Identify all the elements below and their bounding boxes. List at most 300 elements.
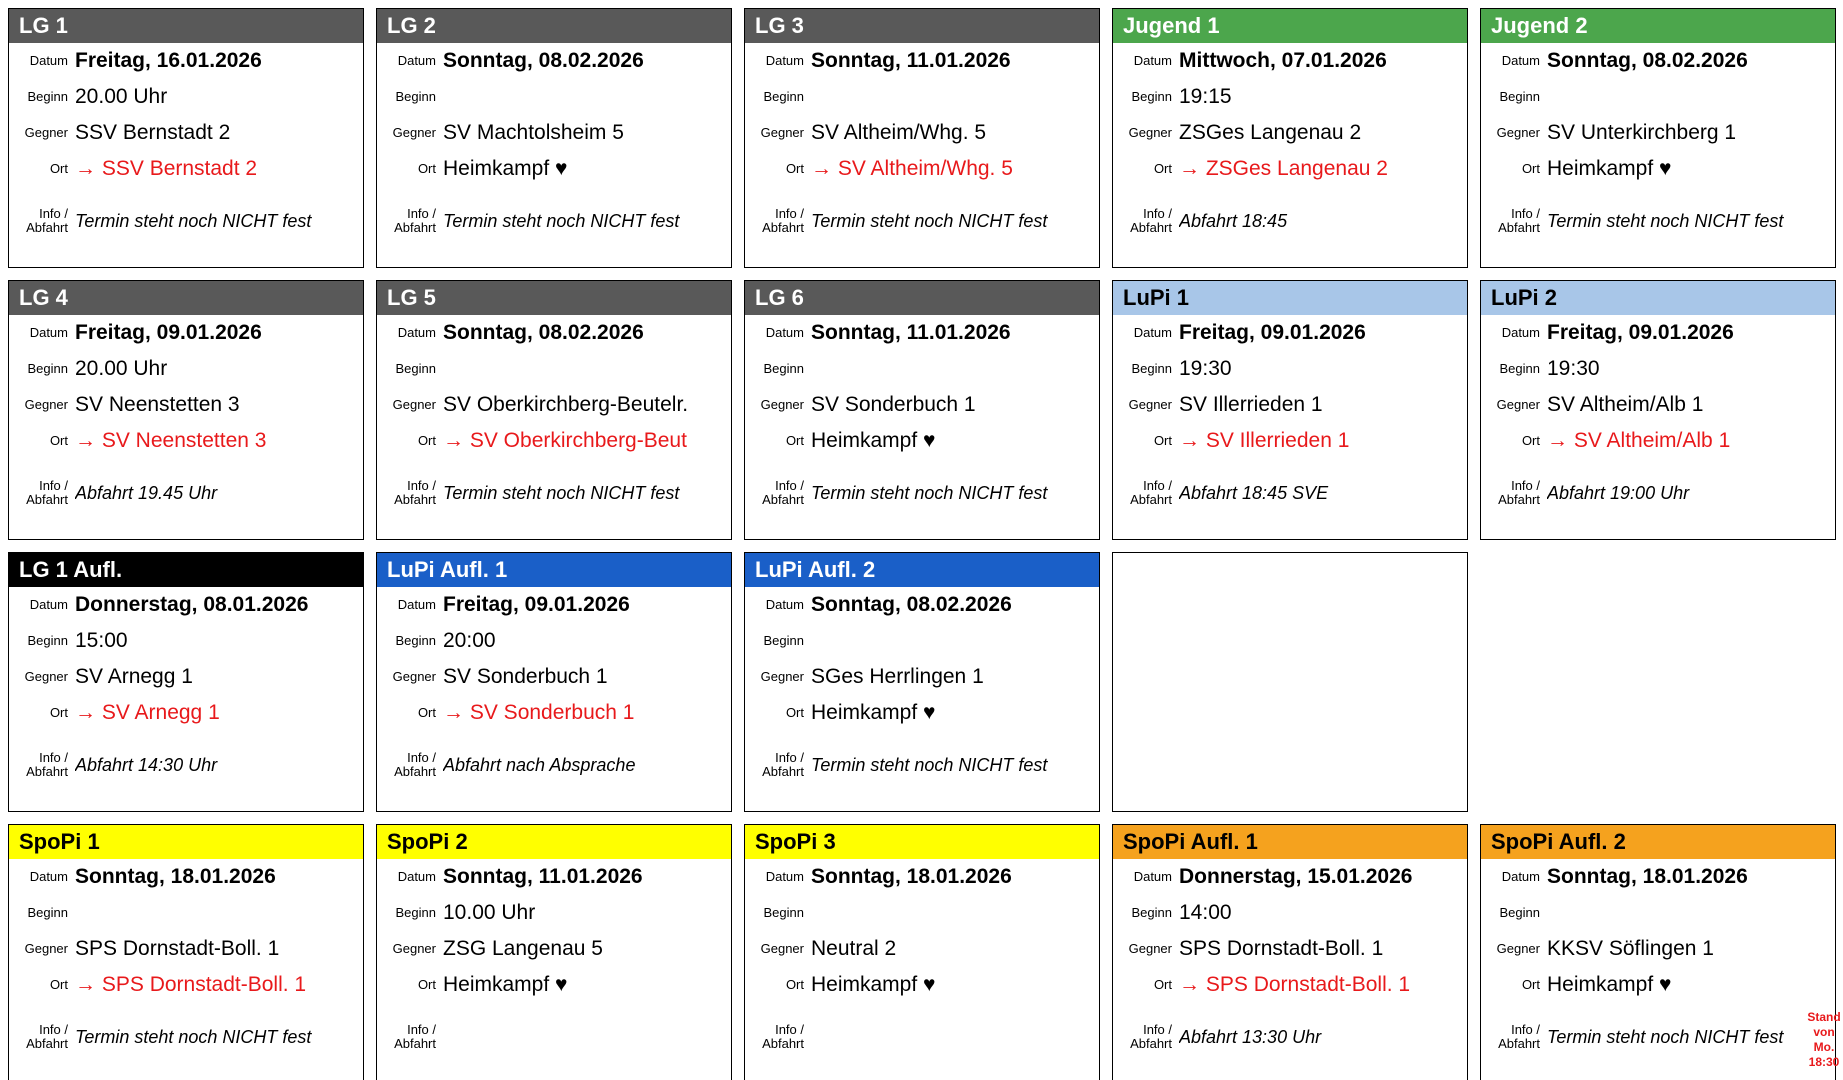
match-location: Heimkampf ♥: [811, 429, 936, 452]
match-date: Sonntag, 11.01.2026: [811, 321, 1011, 344]
gegner-label: Gegner: [1496, 397, 1540, 413]
ort-label: Ort: [785, 433, 804, 449]
match-date: Donnerstag, 08.01.2026: [75, 593, 309, 616]
info-abfahrt-row: [9, 197, 363, 245]
datum-row: [1481, 315, 1835, 351]
match-card-rows: [377, 43, 731, 267]
gegner-label: Gegner: [392, 669, 436, 685]
ort-row: [1113, 151, 1467, 187]
beginn-row: [1481, 351, 1835, 387]
beginn-label: Beginn: [1499, 89, 1540, 105]
match-date: Freitag, 09.01.2026: [75, 321, 262, 344]
match-card[interactable]: [1480, 8, 1836, 268]
match-date: Sonntag, 08.02.2026: [1547, 49, 1748, 72]
row-spacer: [745, 731, 1099, 741]
beginn-row: [745, 623, 1099, 659]
ort-row: [1113, 423, 1467, 459]
datum-label: Datum: [765, 869, 804, 885]
stand-line-3: Mo.: [1813, 1040, 1835, 1054]
info-abfahrt-label: Info / Abfahrt: [394, 750, 436, 779]
ort-label: Ort: [417, 705, 436, 721]
match-card-title: LG 3: [745, 9, 1099, 43]
gegner-row: [1481, 115, 1835, 151]
match-opponent: SPS Dornstadt-Boll. 1: [1179, 937, 1384, 960]
match-card[interactable]: [376, 824, 732, 1080]
ort-row: [1481, 423, 1835, 459]
row-spacer: [9, 187, 363, 197]
match-start-time: 19:30: [1547, 357, 1600, 380]
match-location: → SV Oberkirchberg-Beut: [443, 429, 687, 452]
match-card-title: Jugend 1: [1113, 9, 1467, 43]
ort-label: Ort: [49, 161, 68, 177]
ort-row: [9, 423, 363, 459]
ort-label: Ort: [417, 161, 436, 177]
match-opponent: SV Altheim/Alb 1: [1547, 393, 1704, 416]
match-card[interactable]: [376, 552, 732, 812]
match-card-rows: [1113, 315, 1467, 539]
ort-label: Ort: [417, 977, 436, 993]
match-location: → SV Altheim/Alb 1: [1547, 429, 1731, 452]
match-info: Abfahrt nach Absprache: [443, 754, 636, 775]
beginn-label: Beginn: [27, 633, 68, 649]
datum-label: Datum: [1133, 325, 1172, 341]
match-location: → ZSGes Langenau 2: [1179, 157, 1388, 180]
beginn-row: [1113, 895, 1467, 931]
match-card[interactable]: [8, 280, 364, 540]
match-card-cell: [1480, 552, 1836, 812]
match-date: Freitag, 09.01.2026: [1547, 321, 1734, 344]
ort-label: Ort: [1521, 433, 1540, 449]
match-location: → SV Sonderbuch 1: [443, 701, 635, 724]
beginn-row: [1481, 895, 1835, 931]
beginn-label: Beginn: [763, 633, 804, 649]
match-card-rows: [745, 315, 1099, 539]
info-abfahrt-label: Info / Abfahrt: [1130, 206, 1172, 235]
match-date: Sonntag, 08.02.2026: [443, 49, 644, 72]
match-start-time: 14:00: [1179, 901, 1232, 924]
match-info: Abfahrt 13:30 Uhr: [1179, 1026, 1322, 1047]
info-abfahrt-label: Info / Abfahrt: [1498, 206, 1540, 235]
match-card-rows: [1113, 43, 1467, 267]
beginn-row: [9, 351, 363, 387]
gegner-row: [9, 931, 363, 967]
info-abfahrt-row: [1481, 197, 1835, 245]
match-card-cell: [8, 552, 364, 812]
match-card-rows: [745, 43, 1099, 267]
datum-row: [377, 315, 731, 351]
info-abfahrt-label: Info / Abfahrt: [762, 206, 804, 235]
info-abfahrt-row: [745, 197, 1099, 245]
match-info: Termin steht noch NICHT fest: [811, 754, 1048, 775]
match-opponent: SV Altheim/Whg. 5: [811, 121, 987, 144]
info-abfahrt-row: [9, 469, 363, 517]
match-card-cell: [376, 8, 732, 268]
gegner-label: Gegner: [24, 941, 68, 957]
stand-line-2: von: [1813, 1025, 1835, 1039]
ort-row: [1481, 151, 1835, 187]
datum-row: [745, 859, 1099, 895]
match-card-cell: [376, 280, 732, 540]
gegner-label: Gegner: [760, 941, 804, 957]
match-start-time: 20.00 Uhr: [75, 85, 168, 108]
match-card-cell: [744, 552, 1100, 812]
info-abfahrt-label: Info / Abfahrt: [26, 750, 68, 779]
match-card-cell: [1480, 8, 1836, 268]
beginn-label: Beginn: [27, 89, 68, 105]
info-abfahrt-row: [745, 469, 1099, 517]
match-card-cell: [376, 552, 732, 812]
info-abfahrt-label: Info / Abfahrt: [394, 1022, 436, 1051]
match-card-title: Jugend 2: [1481, 9, 1835, 43]
match-card-cell: [744, 824, 1100, 1080]
match-card-cell: [1112, 280, 1468, 540]
row-spacer: [1113, 1003, 1467, 1013]
row-spacer: [1481, 187, 1835, 197]
match-card-rows: [9, 859, 363, 1080]
datum-row: [377, 859, 731, 895]
gegner-row: [745, 931, 1099, 967]
gegner-row: [377, 387, 731, 423]
datum-row: [1481, 859, 1835, 895]
match-card-rows: [377, 859, 731, 1080]
match-card-rows: [745, 587, 1099, 811]
info-abfahrt-label: Info / Abfahrt: [394, 478, 436, 507]
match-opponent: SGes Herrlingen 1: [811, 665, 984, 688]
match-location: → SPS Dornstadt-Boll. 1: [1179, 973, 1411, 996]
match-card-cell: [376, 824, 732, 1080]
ort-row: [377, 423, 731, 459]
row-spacer: [745, 459, 1099, 469]
info-abfahrt-label: Info / Abfahrt: [26, 1022, 68, 1051]
ort-row: [9, 967, 363, 1003]
beginn-label: Beginn: [27, 361, 68, 377]
match-info: Termin steht noch NICHT fest: [811, 210, 1048, 231]
gegner-row: [1481, 931, 1835, 967]
match-card-title: LG 1 Aufl.: [9, 553, 363, 587]
gegner-row: [745, 659, 1099, 695]
match-card-title: LuPi 1: [1113, 281, 1467, 315]
beginn-label: Beginn: [395, 361, 436, 377]
row-spacer: [745, 187, 1099, 197]
datum-label: Datum: [1501, 869, 1540, 885]
match-card-rows: [1481, 43, 1835, 267]
match-opponent: KKSV Söflingen 1: [1547, 937, 1714, 960]
gegner-label: Gegner: [392, 941, 436, 957]
match-card[interactable]: [376, 280, 732, 540]
info-abfahrt-row: [745, 1013, 1099, 1061]
ort-label: Ort: [1153, 977, 1172, 993]
match-card[interactable]: [744, 552, 1100, 812]
match-location: → SV Illerrieden 1: [1179, 429, 1350, 452]
match-card[interactable]: [376, 8, 732, 268]
beginn-label: Beginn: [395, 905, 436, 921]
match-location: Heimkampf ♥: [443, 157, 568, 180]
ort-row: [745, 151, 1099, 187]
match-start-time: 19:15: [1179, 85, 1232, 108]
match-location: → SV Altheim/Whg. 5: [811, 157, 1013, 180]
gegner-label: Gegner: [1496, 941, 1540, 957]
match-date: Sonntag, 18.01.2026: [811, 865, 1012, 888]
info-abfahrt-row: [9, 741, 363, 789]
match-info: Termin steht noch NICHT fest: [1547, 210, 1784, 231]
datum-label: Datum: [1501, 325, 1540, 341]
match-card[interactable]: [1112, 8, 1468, 268]
beginn-label: Beginn: [763, 361, 804, 377]
beginn-label: Beginn: [763, 89, 804, 105]
match-card-rows: [9, 43, 363, 267]
match-card-rows: [745, 859, 1099, 1080]
gegner-row: [9, 115, 363, 151]
datum-row: [1113, 43, 1467, 79]
match-card[interactable]: [744, 280, 1100, 540]
row-spacer: [377, 731, 731, 741]
stand-line-4: 18:30: [1808, 1055, 1840, 1069]
match-info: Abfahrt 14:30 Uhr: [75, 754, 218, 775]
match-date: Mittwoch, 07.01.2026: [1179, 49, 1387, 72]
beginn-row: [9, 895, 363, 931]
beginn-row: [9, 79, 363, 115]
row-spacer: [377, 1003, 731, 1013]
info-abfahrt-label: Info / Abfahrt: [762, 478, 804, 507]
beginn-label: Beginn: [395, 633, 436, 649]
beginn-label: Beginn: [1131, 361, 1172, 377]
datum-label: Datum: [29, 325, 68, 341]
beginn-label: Beginn: [763, 905, 804, 921]
match-card-cell: [1112, 824, 1468, 1080]
match-card-title: LG 1: [9, 9, 363, 43]
row-spacer: [9, 731, 363, 741]
match-start-time: 20.00 Uhr: [75, 357, 168, 380]
beginn-label: Beginn: [27, 905, 68, 921]
gegner-label: Gegner: [1496, 125, 1540, 141]
info-abfahrt-label: Info / Abfahrt: [1498, 478, 1540, 507]
match-date: Freitag, 09.01.2026: [1179, 321, 1366, 344]
match-date: Sonntag, 08.02.2026: [811, 593, 1012, 616]
match-date: Freitag, 09.01.2026: [443, 593, 630, 616]
beginn-label: Beginn: [395, 89, 436, 105]
match-info: Abfahrt 19.45 Uhr: [75, 482, 218, 503]
beginn-label: Beginn: [1131, 89, 1172, 105]
info-abfahrt-row: [377, 197, 731, 245]
beginn-label: Beginn: [1499, 905, 1540, 921]
empty-card: [1480, 552, 1836, 812]
row-spacer: [1481, 1003, 1835, 1013]
match-opponent: SV Unterkirchberg 1: [1547, 121, 1737, 144]
match-card-rows: [1113, 859, 1467, 1080]
match-card-rows: [9, 315, 363, 539]
match-info: Abfahrt 19:00 Uhr: [1547, 482, 1690, 503]
info-abfahrt-row: [9, 1013, 363, 1061]
match-location: → SV Neenstetten 3: [75, 429, 267, 452]
match-info: Termin steht noch NICHT fest: [1547, 1026, 1784, 1047]
match-card[interactable]: [8, 552, 364, 812]
info-abfahrt-row: [1113, 197, 1467, 245]
beginn-row: [1113, 79, 1467, 115]
match-card-rows: [377, 315, 731, 539]
beginn-row: [1481, 79, 1835, 115]
ort-row: [9, 695, 363, 731]
match-date: Sonntag, 18.01.2026: [75, 865, 276, 888]
match-info: Termin steht noch NICHT fest: [443, 482, 680, 503]
match-card[interactable]: [8, 8, 364, 268]
gegner-row: [377, 659, 731, 695]
match-card[interactable]: [1112, 824, 1468, 1080]
gegner-row: [377, 115, 731, 151]
match-card-title: LuPi Aufl. 1: [377, 553, 731, 587]
info-abfahrt-row: [377, 469, 731, 517]
ort-label: Ort: [417, 433, 436, 449]
beginn-label: Beginn: [1131, 905, 1172, 921]
match-opponent: SV Arnegg 1: [75, 665, 193, 688]
beginn-row: [1113, 351, 1467, 387]
ort-label: Ort: [1153, 161, 1172, 177]
match-location: Heimkampf ♥: [811, 701, 936, 724]
gegner-row: [745, 115, 1099, 151]
match-date: Freitag, 16.01.2026: [75, 49, 262, 72]
match-location: Heimkampf ♥: [1547, 157, 1672, 180]
ort-row: [745, 695, 1099, 731]
datum-label: Datum: [1501, 53, 1540, 69]
match-card-cell: [1112, 8, 1468, 268]
ort-label: Ort: [1521, 161, 1540, 177]
gegner-label: Gegner: [760, 669, 804, 685]
match-opponent: SV Machtolsheim 5: [443, 121, 624, 144]
row-spacer: [1113, 459, 1467, 469]
match-location: Heimkampf ♥: [443, 973, 568, 996]
info-abfahrt-label: Info / Abfahrt: [26, 206, 68, 235]
datum-row: [377, 43, 731, 79]
beginn-row: [745, 79, 1099, 115]
datum-label: Datum: [397, 869, 436, 885]
match-card-cell: [8, 280, 364, 540]
info-abfahrt-label: Info / Abfahrt: [1130, 478, 1172, 507]
gegner-label: Gegner: [24, 397, 68, 413]
beginn-row: [377, 623, 731, 659]
row-spacer: [377, 187, 731, 197]
match-info: Termin steht noch NICHT fest: [811, 482, 1048, 503]
match-card-rows: [9, 587, 363, 811]
match-card[interactable]: [1480, 824, 1836, 1080]
match-start-time: 20:00: [443, 629, 496, 652]
match-card-title: LG 5: [377, 281, 731, 315]
match-card-rows: [1481, 315, 1835, 539]
ort-label: Ort: [785, 705, 804, 721]
row-spacer: [745, 1003, 1099, 1013]
datum-row: [377, 587, 731, 623]
match-info: Abfahrt 18:45 SVE: [1179, 482, 1329, 503]
match-date: Sonntag, 18.01.2026: [1547, 865, 1748, 888]
match-location: Heimkampf ♥: [811, 973, 936, 996]
info-abfahrt-label: Info / Abfahrt: [26, 478, 68, 507]
match-card-cell: [744, 280, 1100, 540]
match-card[interactable]: [744, 8, 1100, 268]
match-card[interactable]: [1112, 280, 1468, 540]
match-opponent: SV Illerrieden 1: [1179, 393, 1323, 416]
gegner-label: Gegner: [1128, 397, 1172, 413]
datum-label: Datum: [397, 597, 436, 613]
gegner-label: Gegner: [760, 125, 804, 141]
datum-row: [9, 315, 363, 351]
row-spacer: [9, 1003, 363, 1013]
match-card-title: LG 2: [377, 9, 731, 43]
match-card-cell: [8, 824, 364, 1080]
match-card[interactable]: [744, 824, 1100, 1080]
match-card-cell: [1480, 280, 1836, 540]
ort-label: Ort: [1153, 433, 1172, 449]
ort-row: [745, 967, 1099, 1003]
datum-row: [1113, 859, 1467, 895]
match-start-time: 15:00: [75, 629, 128, 652]
match-opponent: SPS Dornstadt-Boll. 1: [75, 937, 280, 960]
match-card-title: SpoPi 1: [9, 825, 363, 859]
match-opponent: SSV Bernstadt 2: [75, 121, 231, 144]
datum-label: Datum: [765, 597, 804, 613]
datum-label: Datum: [397, 325, 436, 341]
ort-row: [377, 967, 731, 1003]
datum-row: [745, 587, 1099, 623]
beginn-row: [745, 895, 1099, 931]
beginn-row: [9, 623, 363, 659]
match-card-cell: [1112, 552, 1468, 812]
match-info: Termin steht noch NICHT fest: [75, 210, 312, 231]
match-location: → SV Arnegg 1: [75, 701, 220, 724]
match-card-title: SpoPi Aufl. 2: [1481, 825, 1835, 859]
gegner-label: Gegner: [392, 397, 436, 413]
gegner-row: [745, 387, 1099, 423]
ort-row: [745, 423, 1099, 459]
info-abfahrt-row: [1481, 469, 1835, 517]
info-abfahrt-row: [377, 741, 731, 789]
datum-row: [745, 315, 1099, 351]
ort-label: Ort: [785, 161, 804, 177]
match-location: Heimkampf ♥: [1547, 973, 1672, 996]
match-card[interactable]: [8, 824, 364, 1080]
match-card-cell: [1480, 824, 1836, 1080]
datum-row: [745, 43, 1099, 79]
gegner-label: Gegner: [760, 397, 804, 413]
row-spacer: [9, 459, 363, 469]
info-abfahrt-label: Info / Abfahrt: [762, 750, 804, 779]
row-spacer: [377, 459, 731, 469]
info-abfahrt-label: Info / Abfahrt: [1498, 1022, 1540, 1051]
gegner-row: [9, 659, 363, 695]
ort-row: [9, 151, 363, 187]
match-opponent: Neutral 2: [811, 937, 897, 960]
match-date: Sonntag, 11.01.2026: [811, 49, 1011, 72]
match-card-cell: [744, 8, 1100, 268]
match-location: → SSV Bernstadt 2: [75, 157, 258, 180]
datum-row: [9, 43, 363, 79]
row-spacer: [1113, 187, 1467, 197]
match-card-title: LG 6: [745, 281, 1099, 315]
match-opponent: SV Oberkirchberg-Beutelr.: [443, 393, 689, 416]
gegner-row: [1113, 387, 1467, 423]
datum-label: Datum: [397, 53, 436, 69]
gegner-label: Gegner: [24, 669, 68, 685]
info-abfahrt-row: [745, 741, 1099, 789]
gegner-row: [377, 931, 731, 967]
ort-row: [377, 151, 731, 187]
datum-row: [1481, 43, 1835, 79]
datum-row: [9, 587, 363, 623]
match-card[interactable]: [1480, 280, 1836, 540]
ort-label: Ort: [785, 977, 804, 993]
match-date: Donnerstag, 15.01.2026: [1179, 865, 1413, 888]
ort-row: [377, 695, 731, 731]
match-date: Sonntag, 11.01.2026: [443, 865, 643, 888]
ort-row: [1481, 967, 1835, 1003]
ort-row: [1113, 967, 1467, 1003]
